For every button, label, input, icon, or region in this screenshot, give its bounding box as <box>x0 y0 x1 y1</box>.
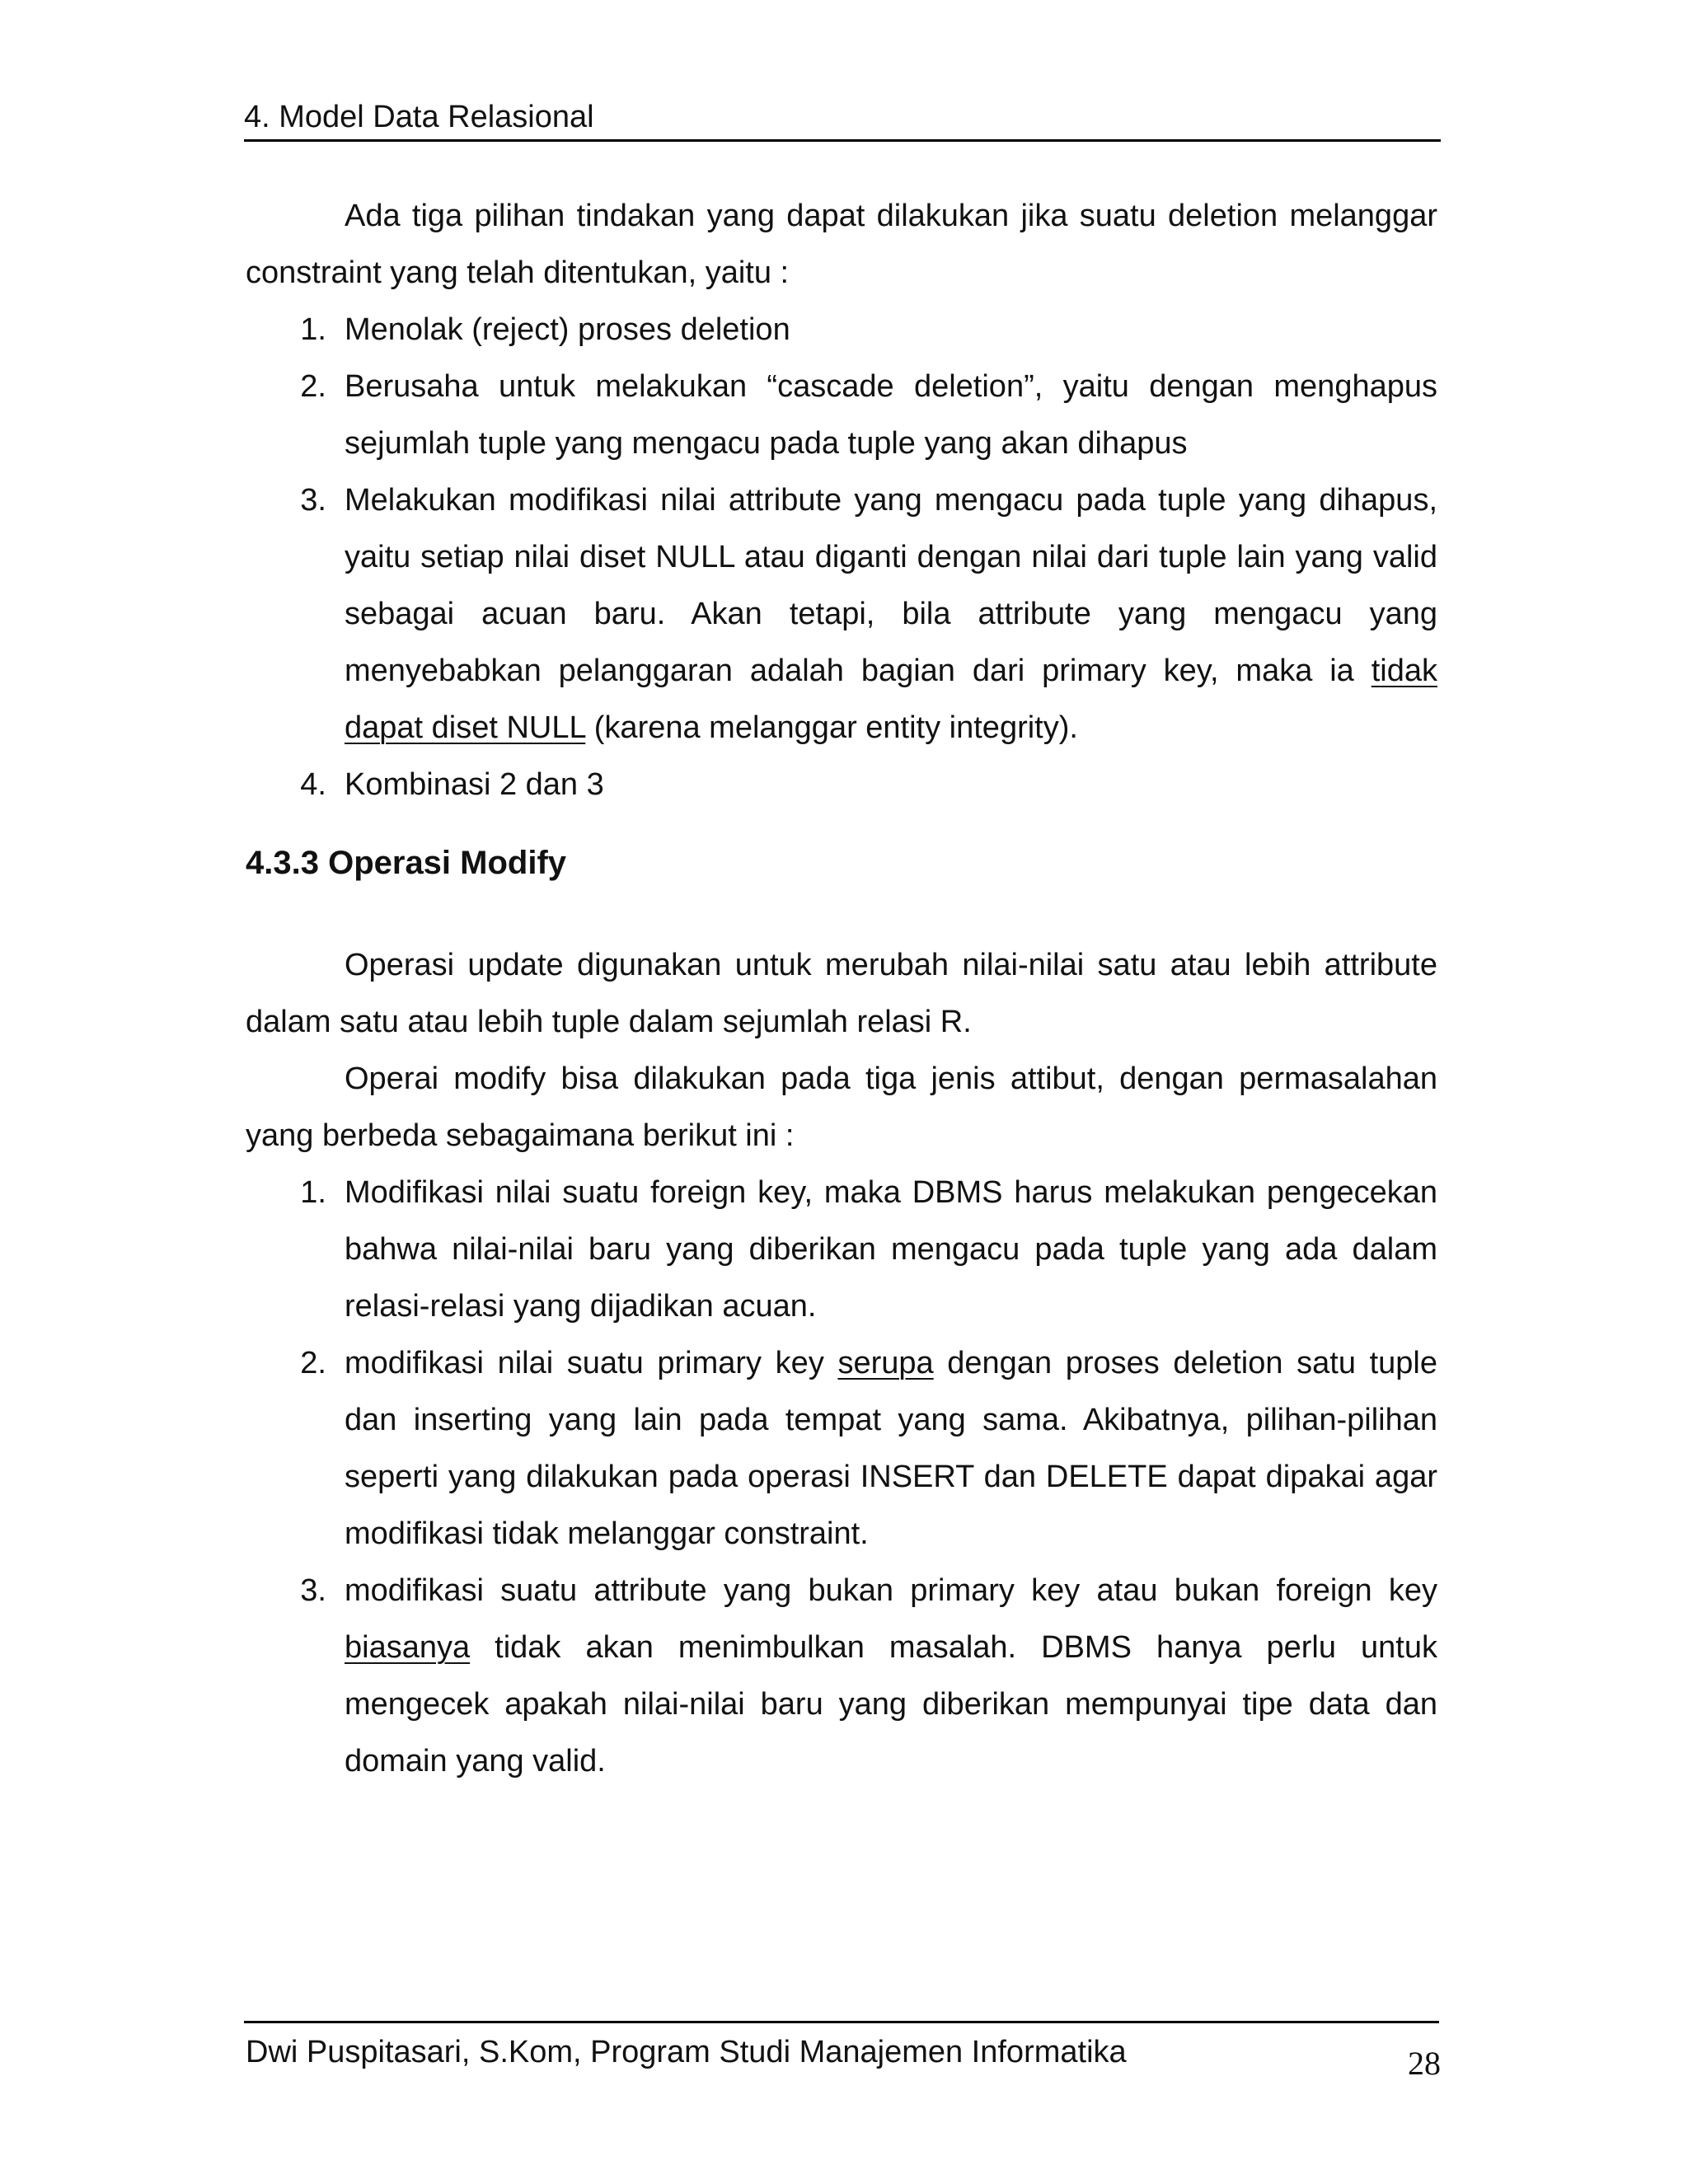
list-item-text: Menolak (reject) proses deletion <box>345 312 790 347</box>
underlined-phrase: tidak dapat diset NULL <box>345 654 1437 745</box>
list-item-text <box>345 1563 1437 1790</box>
list-item-number: 2. <box>300 1346 326 1380</box>
list-item-number: 4. <box>300 767 326 802</box>
deletion-intro-paragraph: Ada tiga pilihan tindakan yang dapat dilakukan jika suatu deletion melanggar constraint yang telah ditentukan, yaitu : <box>246 199 1437 290</box>
modify-paragraph-1: Operasi update digunakan untuk merubah nilai-nilai satu atau lebih attribute dalam satu atau lebih tuple dalam sejumlah relasi R. <box>246 948 1437 1039</box>
footer-author: Dwi Puspitasari, S.Kom, Program Studi Manajemen Informatika <box>246 2035 1127 2069</box>
list-item-text-part: modifikasi suatu attribute yang bukan primary key atau bukan foreign key <box>345 1573 1437 1608</box>
page-number: 28 <box>1408 2045 1441 2082</box>
list-item-number: 3. <box>300 1573 326 1608</box>
list-item-text-part: Melakukan modifikasi nilai attribute yang mengacu pada tuple yang dihapus, yaitu setiap nilai diset NULL atau diganti dengan nilai dari tuple lain yang valid sebagai acuan baru. Akan tetapi, bila attribute yang mengacu yang menyebabkan pelanggaran adalah bagian dari primary key, maka ia <box>345 483 1437 688</box>
list-item-number: 1. <box>300 1175 326 1210</box>
header-divider <box>244 139 1441 142</box>
list-item-number: 2. <box>300 369 326 404</box>
list-item <box>246 472 1437 757</box>
list-item <box>246 1165 1437 1335</box>
list-item-text-part: tidak akan menimbulkan masalah. DBMS hanya perlu untuk mengecek apakah nilai-nilai baru yang diberikan mempunyai tipe data dan domain yang valid. <box>345 1630 1437 1779</box>
section-heading: 4.3.3 Operasi Modify <box>246 845 567 881</box>
list-item-text: Modifikasi nilai suatu foreign key, maka DBMS harus melakukan pengecekan bahwa nilai-nilai baru yang diberikan mengacu pada tuple yang ada dalam relasi-relasi yang dijadikan acuan. <box>345 1175 1437 1324</box>
list-item-text <box>345 472 1437 757</box>
list-item-text-part: modifikasi nilai suatu primary key <box>345 1346 838 1380</box>
page-content <box>246 188 1437 1790</box>
list-item <box>246 302 1437 359</box>
list-item-number: 1. <box>300 312 326 347</box>
page-header-title: 4. Model Data Relasional <box>244 100 594 134</box>
modify-cases-list <box>246 1165 1437 1790</box>
list-item-text-part: dengan proses deletion satu tuple dan inserting yang lain pada tempat yang sama. Akibatnya, pilihan-pilihan seperti yang dilakukan pada operasi INSERT dan DELETE dapat dipakai agar modifikasi tidak melanggar constraint. <box>345 1346 1437 1551</box>
underlined-phrase: serupa <box>837 1346 934 1380</box>
list-item-text-part: (karena melanggar entity integrity). <box>585 710 1078 745</box>
list-item-text: Kombinasi 2 dan 3 <box>345 767 604 802</box>
list-item <box>246 1563 1437 1790</box>
list-item <box>246 1335 1437 1563</box>
list-item <box>246 757 1437 813</box>
modify-paragraph-2: Operai modify bisa dilakukan pada tiga jenis attibut, dengan permasalahan yang berbeda sebagaimana berikut ini : <box>246 1062 1437 1153</box>
list-item-number: 3. <box>300 483 326 518</box>
deletion-options-list <box>246 302 1437 813</box>
underlined-phrase: biasanya <box>345 1630 471 1665</box>
footer-divider <box>244 2021 1439 2023</box>
list-item <box>246 359 1437 472</box>
list-item-text <box>345 1335 1437 1563</box>
list-item-text: Berusaha untuk melakukan “cascade deletion”, yaitu dengan menghapus sejumlah tuple yang mengacu pada tuple yang akan dihapus <box>345 369 1437 461</box>
